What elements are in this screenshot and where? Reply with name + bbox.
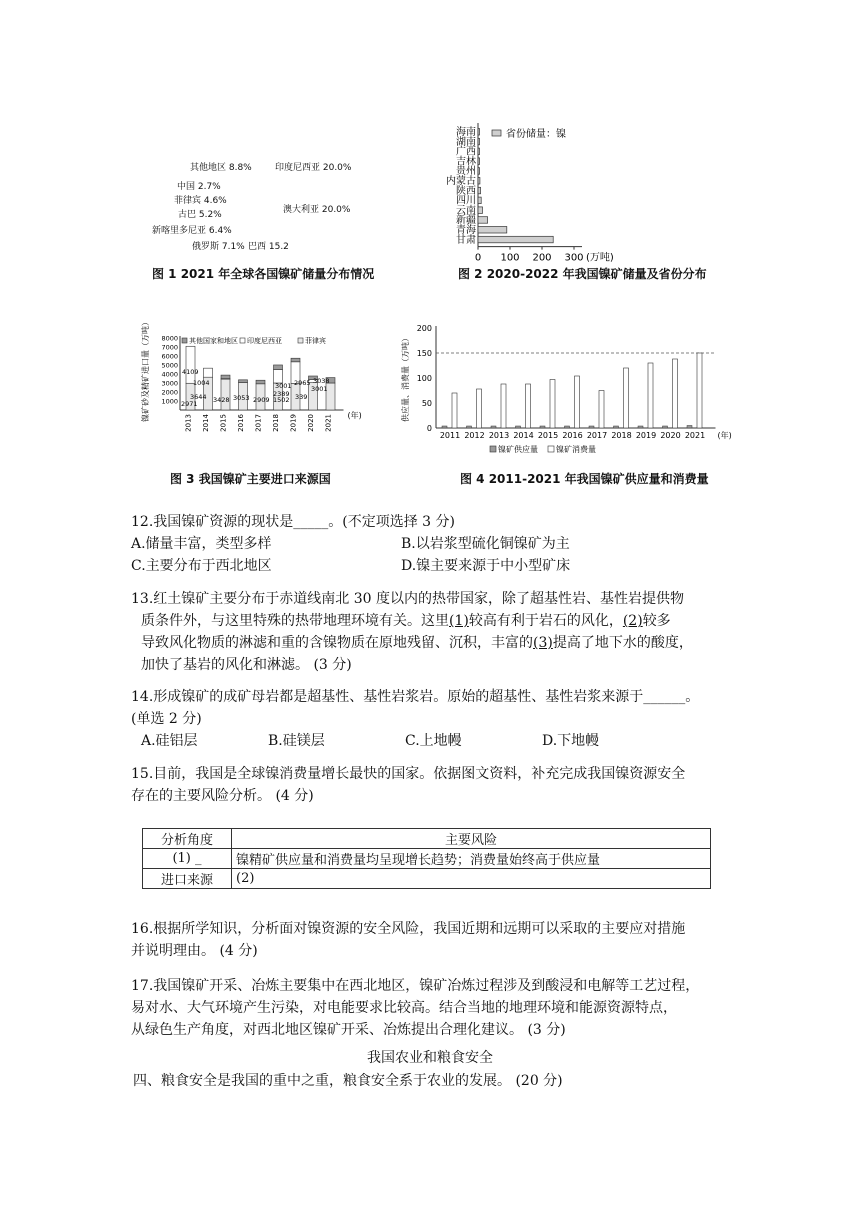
x-tick-label: 2016 xyxy=(237,414,245,432)
y-tick-label: 3000 xyxy=(161,379,178,388)
figure-4-caption: 图 4 2011-2021 年我国镍矿供应量和消费量 xyxy=(460,472,709,486)
bar xyxy=(478,197,481,204)
bar xyxy=(478,138,480,145)
data-label: 3001 xyxy=(311,385,328,393)
data-label: 3644 xyxy=(190,393,207,401)
category-label: 内蒙古 xyxy=(446,176,476,187)
y-tick-label: 2000 xyxy=(161,388,178,397)
figure-2-caption: 图 2 2020-2022 年我国镍矿储量及省份分布 xyxy=(458,267,707,281)
fig1-label: 其他地区 8.8% xyxy=(190,163,252,173)
category-label: 甘肃 xyxy=(456,234,476,246)
table-row xyxy=(143,849,711,869)
bar-consumption xyxy=(526,384,531,428)
q14-option-c: C.上地幔 xyxy=(405,733,462,749)
legend-swatch xyxy=(182,338,187,343)
legend-label: 镍矿供应量 xyxy=(498,445,538,454)
q16-line1: 16.根据所学知识，分析面对镍资源的安全风险，我国近期和远期可以采取的主要应对措施 xyxy=(131,921,686,937)
bar-supply xyxy=(442,426,447,428)
x-tick-label: 2020 xyxy=(660,431,681,440)
y-tick-label: 150 xyxy=(416,349,432,358)
legend-swatch xyxy=(298,338,303,343)
data-label: 1004 xyxy=(193,379,210,387)
bar-supply xyxy=(663,426,668,428)
q13-text: 导致风化物质的淋滤和重的含镍物质在原地残留、沉积，丰富的 xyxy=(141,635,533,651)
fig1-label: 新喀里多尼亚 6.4% xyxy=(152,226,232,236)
q13-line3 xyxy=(131,632,741,654)
bar-supply xyxy=(491,426,496,428)
legend-label: 省份储量：镍 xyxy=(506,129,566,140)
bar-segment xyxy=(239,380,248,383)
x-tick-label: 2019 xyxy=(289,414,298,432)
q16-line2: 并说明理由。 (4 分) xyxy=(131,943,258,959)
legend-swatch xyxy=(240,338,245,343)
x-tick-label: 2013 xyxy=(488,431,510,440)
figure-2-chart xyxy=(440,115,710,264)
data-label: 1502 xyxy=(273,396,290,404)
q15-line2: 存在的主要风险分析。 (4 分) xyxy=(131,788,314,804)
y-axis-label: 镍矿砂及精矿进口量（万吨） xyxy=(141,318,150,422)
x-axis-unit: (年) xyxy=(347,411,362,420)
q13-blank-3: (3) xyxy=(533,635,553,651)
section-title: 我国农业和粮食安全 xyxy=(367,1050,493,1066)
legend-label: 菲律宾 xyxy=(305,337,326,345)
bar-consumption xyxy=(648,363,653,428)
bar-segment xyxy=(274,369,283,383)
q14-line1: 14.形成镍矿的成矿母岩都是超基性、基性岩浆岩。原始的超基性、基性岩浆来源于______。 xyxy=(131,689,700,705)
risk-analysis-table xyxy=(142,828,711,889)
fig1-label: 巴西 15.2 xyxy=(248,242,289,252)
bar-consumption xyxy=(697,353,702,428)
legend-label: 印度尼西亚 xyxy=(247,337,282,345)
bar-segment xyxy=(256,380,265,384)
bar-segment xyxy=(204,368,213,377)
data-label: 3038 xyxy=(313,377,330,385)
y-tick-label: 5000 xyxy=(161,361,178,370)
x-tick-label: 300 xyxy=(564,252,584,264)
x-tick-label: 2014 xyxy=(513,431,534,440)
bar-supply xyxy=(614,426,619,428)
question-13 xyxy=(131,588,741,676)
bar-consumption xyxy=(550,380,555,429)
bar xyxy=(478,236,553,243)
category-label: 四川 xyxy=(456,195,476,207)
bar-supply xyxy=(687,426,692,429)
bar-supply xyxy=(565,426,570,428)
bar-consumption xyxy=(452,393,457,428)
y-tick-label: 4000 xyxy=(161,370,178,379)
y-tick-label: 0 xyxy=(426,424,432,433)
x-tick-label: 2018 xyxy=(611,431,632,440)
q12-option-b: B.以岩浆型硫化铜镍矿为主 xyxy=(401,536,570,552)
x-tick-label: 2011 xyxy=(439,431,461,440)
fig1-label: 中国 2.7% xyxy=(177,182,221,192)
q13-line1: 13.红土镍矿主要分布于赤道线南北 30 度以内的热带国家，除了超基性岩、基性岩提供物 xyxy=(131,591,684,607)
x-tick-label: 2017 xyxy=(254,414,263,432)
table-cell: (2) xyxy=(232,869,711,889)
q17-line2: 易对水、大气环境产生污染，对电能要求比较高。结合当地的地理环境和能源资源特点， xyxy=(131,1000,677,1016)
x-tick-label: 0 xyxy=(474,252,482,264)
q17-line1: 17.我国镍矿开采、冶炼主要集中在西北地区，镍矿冶炼过程涉及到酸浸和电解等工艺过程， xyxy=(131,978,700,994)
q13-text: 质条件外，与这里特殊的热带地理环境有关。这里 xyxy=(141,613,449,629)
bar-consumption xyxy=(599,391,604,429)
legend-swatch xyxy=(490,446,496,452)
table-header-cell: 主要风险 xyxy=(232,829,711,849)
table-cell: (1) _ xyxy=(143,849,232,869)
x-tick-label: 2015 xyxy=(537,431,559,440)
y-tick-label: 1000 xyxy=(161,397,178,406)
x-axis-unit: (万吨) xyxy=(586,252,614,264)
category-label: 广西 xyxy=(456,146,476,158)
question-14 xyxy=(131,686,751,752)
bar-segment xyxy=(291,358,300,362)
data-label: 339 xyxy=(295,393,308,401)
bar xyxy=(478,227,507,234)
y-tick-label: 8000 xyxy=(161,334,178,343)
x-tick-label: 2017 xyxy=(586,431,608,440)
q14-option-b: B.硅镁层 xyxy=(268,733,325,749)
q14-option-d: D.下地幔 xyxy=(542,733,600,749)
x-tick-label: 2021 xyxy=(684,431,706,440)
q12-option-a: A.储量丰富，类型多样 xyxy=(131,536,272,552)
y-axis-label: 供应量、消费量（万吨） xyxy=(401,334,410,422)
category-label: 青海 xyxy=(456,225,476,236)
question-16 xyxy=(131,918,731,962)
q13-line4: 加快了基岩的风化和淋滤。 (3 分) xyxy=(141,657,352,673)
data-label: 2389 xyxy=(273,390,290,398)
figure-3-caption: 图 3 我国镍矿主要进口来源国 xyxy=(170,472,331,486)
bar-supply xyxy=(467,426,472,428)
category-label: 海南 xyxy=(456,127,476,138)
q13-blank-2: (2) xyxy=(622,613,643,629)
y-tick-label: 7000 xyxy=(161,343,178,352)
data-label: 3053 xyxy=(233,394,250,402)
y-tick-label: 6000 xyxy=(161,352,178,361)
figure-3-chart xyxy=(140,320,400,442)
legend-label: 其他国家和地区 xyxy=(189,337,238,345)
table-cell: 进口来源 xyxy=(143,869,232,889)
q12-option-c: C.主要分布于西北地区 xyxy=(131,558,272,574)
category-label: 吉林 xyxy=(456,156,476,168)
bar-consumption xyxy=(673,359,678,428)
q13-text: 较多 xyxy=(642,613,671,629)
y-tick-label: 50 xyxy=(421,399,432,408)
q13-text: 较高有利于岩石的风化， xyxy=(468,613,623,629)
table-header-row xyxy=(143,829,711,849)
legend-swatch xyxy=(548,446,554,452)
x-tick-label: 2016 xyxy=(562,431,583,440)
fig1-label: 菲律宾 4.6% xyxy=(174,196,227,206)
y-tick-label: 100 xyxy=(416,374,432,383)
fig1-label: 印度尼西亚 20.0% xyxy=(275,163,352,173)
x-tick-label: 100 xyxy=(500,252,520,264)
q15-line1: 15.目前，我国是全球镍消费量增长最快的国家。依据图文资料，补充完成我国镍资源安全 xyxy=(131,766,686,782)
q17-line3: 从绿色生产角度，对西北地区镍矿开采、冶炼提出合理化建议。 (3 分) xyxy=(131,1022,566,1038)
bar-supply xyxy=(516,426,521,428)
fig1-label: 澳大利亚 20.0% xyxy=(283,205,351,215)
x-tick-label: 2019 xyxy=(635,431,657,440)
x-tick-label: 2018 xyxy=(272,414,280,432)
bar-consumption xyxy=(477,389,482,428)
bar-segment xyxy=(186,346,195,383)
question-15 xyxy=(131,763,731,807)
x-tick-label: 2013 xyxy=(184,414,193,432)
q14-option-a: A.硅铝层 xyxy=(141,733,198,749)
y-tick-label: 200 xyxy=(416,324,432,333)
data-label: 3428 xyxy=(213,396,230,404)
bar-consumption xyxy=(501,384,506,428)
figure-1 xyxy=(140,140,410,260)
x-tick-label: 2014 xyxy=(202,414,210,432)
table-row xyxy=(143,869,711,889)
q12-option-d: D.镍主要来源于中小型矿床 xyxy=(401,558,571,574)
legend-label: 镍矿消费量 xyxy=(556,445,596,454)
bar-consumption xyxy=(624,368,629,428)
bar xyxy=(478,178,480,185)
x-tick-label: 200 xyxy=(532,252,552,264)
x-tick-label: 2015 xyxy=(219,414,228,432)
category-label: 贵州 xyxy=(456,166,476,178)
q14-line2: (单选 2 分) xyxy=(131,711,202,727)
bar xyxy=(478,207,482,214)
category-label: 云南 xyxy=(456,205,476,217)
x-axis-unit: (年) xyxy=(717,431,732,440)
data-label: 2909 xyxy=(253,396,270,404)
table-header-cell: 分析角度 xyxy=(143,829,232,849)
figure-4-chart xyxy=(398,318,732,458)
category-label: 新疆 xyxy=(456,215,476,227)
category-label: 陕西 xyxy=(456,185,476,197)
bar-segment xyxy=(221,375,230,379)
q13-line2 xyxy=(131,610,741,632)
bar-segment xyxy=(274,365,283,370)
bar xyxy=(478,148,480,155)
fig1-label: 俄罗斯 7.1% xyxy=(192,242,245,252)
x-tick-label: 2020 xyxy=(307,414,315,432)
question-12 xyxy=(131,511,731,577)
data-label: 2965 xyxy=(294,379,311,387)
bar-supply xyxy=(638,426,643,428)
bar-consumption xyxy=(575,376,580,428)
bar-segment xyxy=(221,379,230,410)
figure-1-caption: 图 1 2021 年全球各国镍矿储量分布情况 xyxy=(152,267,375,281)
bar-supply xyxy=(589,426,594,428)
bar xyxy=(478,187,481,194)
bar xyxy=(478,158,480,165)
q12-stem: 12.我国镍矿资源的现状是_____。(不定项选择 3 分) xyxy=(131,514,455,530)
bar xyxy=(478,217,488,224)
bar-supply xyxy=(540,426,545,428)
category-label: 湖南 xyxy=(456,136,476,148)
q13-text: 提高了地下水的酸度， xyxy=(552,635,693,651)
q13-blank-1: (1) xyxy=(449,613,469,629)
bar xyxy=(478,129,480,136)
x-tick-label: 2021 xyxy=(324,414,333,432)
question-17 xyxy=(131,975,751,1041)
fig1-label: 古巴 5.2% xyxy=(178,210,222,220)
data-label: 3001 xyxy=(275,382,292,390)
section-heading: 四、粮食安全是我国的重中之重，粮食安全系于农业的发展。 (20 分) xyxy=(133,1073,563,1089)
bar xyxy=(478,168,480,175)
data-label: 2971 xyxy=(181,400,198,408)
data-label: 4109 xyxy=(182,368,199,376)
legend-swatch xyxy=(492,130,501,136)
table-cell: 镍精矿供应量和消费量均呈现增长趋势；消费量始终高于供应量 xyxy=(232,849,711,869)
x-tick-label: 2012 xyxy=(464,431,485,440)
